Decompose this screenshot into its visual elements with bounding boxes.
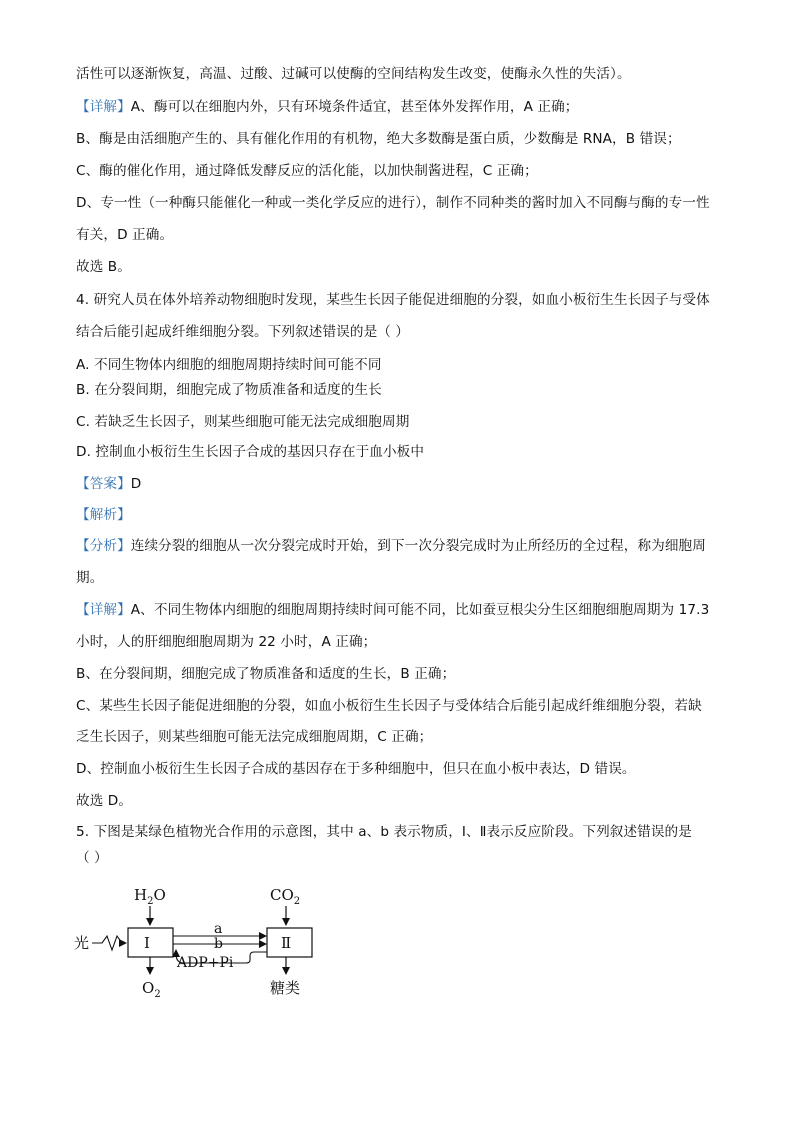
text-line (76, 322, 754, 342)
o2-label: $O_2$ (142, 979, 161, 1000)
text-line (76, 536, 754, 556)
line-text: C、某些生长因子能促进细胞的分裂，如血小板衍生生长因子与受体结合后能引起成纤维细胞分裂，若缺 (76, 698, 702, 714)
line-text: A. 不同生物体内细胞的细胞周期持续时间可能不同 (76, 357, 382, 373)
line-text: 期。 (76, 570, 104, 586)
section-tag: 【分析】 (76, 538, 131, 554)
a-label: a (214, 921, 223, 937)
line-text: B. 在分裂间期，细胞完成了物质准备和适度的生长 (76, 382, 382, 398)
line-text: B、酶是由活细胞产生的、具有催化作用的有机物，绝大多数酶是蛋白质，少数酶是 RNA，B 错误； (76, 131, 681, 147)
line-text: 乏生长因子，则某些细胞可能无法完成细胞周期，C 正确； (76, 729, 433, 745)
text-line (76, 759, 754, 779)
text-line (76, 257, 754, 277)
text-line (76, 822, 754, 842)
stage-1-label: Ⅰ (144, 934, 150, 952)
text-line (76, 290, 754, 310)
line-text: 故选 D。 (76, 793, 133, 809)
line-text: C、酶的催化作用，通过降低发酵反应的活化能，以加快制酱进程，C 正确； (76, 163, 538, 179)
line-text: B、在分裂间期，细胞完成了物质准备和适度的生长，B 正确； (76, 666, 456, 682)
line-text: C. 若缺乏生长因子，则某些细胞可能无法完成细胞周期 (76, 414, 410, 430)
line-text: D (130, 476, 142, 492)
b-label: b (214, 936, 223, 952)
text-line (76, 791, 754, 811)
text-line (76, 97, 754, 117)
section-tag: 【答案】 (76, 476, 131, 492)
line-text: 小时，人的肝细胞细胞周期为 22 小时，A 正确； (76, 634, 377, 650)
text-line (76, 632, 754, 652)
text-line (76, 161, 754, 181)
line-text: 结合后能引起成纤维细胞分裂。下列叙述错误的是（ ） (76, 324, 410, 340)
line-text: （ ） (76, 850, 108, 866)
co2-label: $CO_2$ (270, 886, 301, 907)
text-line (76, 225, 754, 245)
line-text: D. 控制血小板衍生生长因子合成的基因只存在于血小板中 (76, 444, 425, 460)
sugar-label: 糖类 (270, 979, 301, 997)
text-line (76, 474, 754, 494)
text-line (76, 727, 754, 747)
text-line (76, 129, 754, 149)
stage-1-box (128, 928, 173, 957)
line-text: 有关，D 正确。 (76, 227, 174, 243)
line-text: 故选 B。 (76, 259, 131, 275)
line-text: 活性可以逐渐恢复，高温、过酸、过碱可以使酶的空间结构发生改变，使酶永久性的失活）。 (76, 66, 631, 82)
text-line (76, 600, 754, 620)
line-text: 5. 下图是某绿色植物光合作用的示意图，其中 a、b 表示物质，Ⅰ、Ⅱ表示反应阶段。下列叙述错误的是 (76, 824, 692, 840)
text-line (76, 505, 754, 525)
line-text: D、控制血小板衍生生长因子合成的基因存在于多种细胞中，但只在血小板中表达，D 错误。 (76, 761, 636, 777)
text-line (76, 664, 754, 684)
section-tag: 【解析】 (76, 507, 131, 523)
line-text: 4. 研究人员在体外培养动物细胞时发现，某些生长因子能促进细胞的分裂，如血小板衍生生长因子与受体 (76, 292, 710, 308)
h2o-label: $H_2O$ (134, 886, 166, 907)
text-line (76, 412, 754, 432)
text-line (76, 193, 754, 213)
line-text: A、不同生物体内细胞的细胞周期持续时间可能不同，比如蚕豆根尖分生区细胞细胞周期为 17.3 (130, 602, 710, 618)
section-tag: 【详解】 (76, 602, 131, 618)
text-line (76, 848, 754, 868)
section-tag: 【详解】 (76, 99, 131, 115)
text-line (76, 380, 754, 400)
stage-2-label: Ⅱ (281, 934, 292, 952)
photosynthesis-diagram (74, 880, 334, 1005)
line-text: D、专一性（一种酶只能催化一种或一类化学反应的进行），制作不同种类的酱时加入不同酶与酶的专一性 (76, 195, 710, 211)
text-line (76, 355, 754, 375)
light-wave-icon (92, 936, 126, 950)
adp-label: ADP+Pi (177, 955, 234, 971)
line-text: 连续分裂的细胞从一次分裂完成时开始，到下一次分裂完成时为止所经历的全过程，称为细胞周 (130, 538, 706, 554)
line-text: A、酶可以在细胞内外，只有环境条件适宜，甚至体外发挥作用，A 正确； (130, 99, 579, 115)
text-line (76, 568, 754, 588)
text-line (76, 442, 754, 462)
light-label: 光 (74, 934, 90, 952)
text-line (76, 64, 754, 84)
text-line (76, 696, 754, 716)
